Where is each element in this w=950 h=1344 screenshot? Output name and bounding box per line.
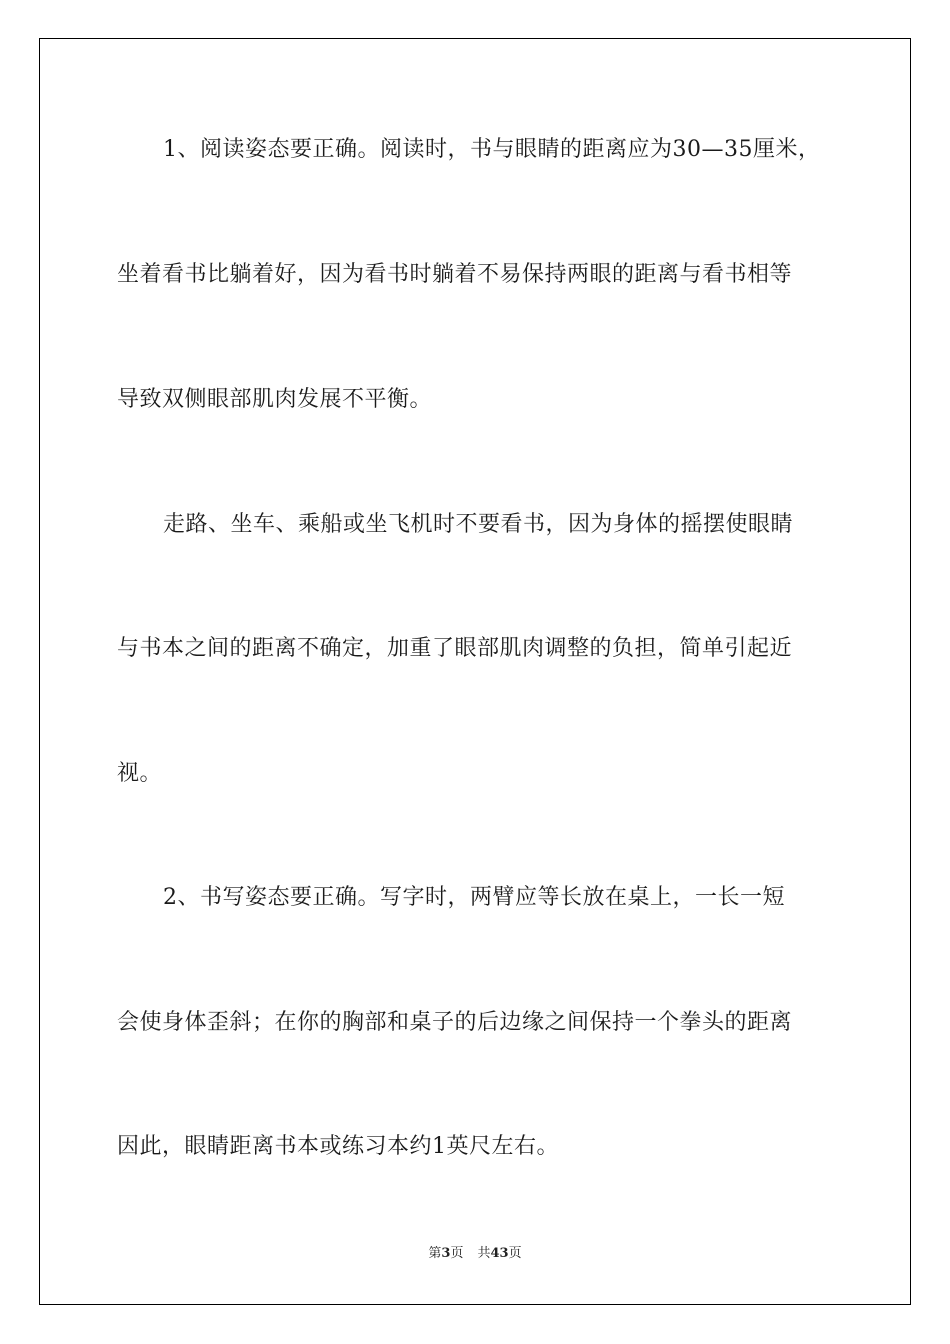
paragraph-2-line-1: 走路、坐车、乘船或坐飞机时不要看书，因为身体的摇摆使眼睛 — [163, 512, 794, 537]
footer-page-unit: 页 — [450, 1246, 464, 1261]
paragraph-2-line-2: 与书本之间的距离不确定，加重了眼部肌肉调整的负担，简单引起近 — [117, 636, 793, 661]
footer-total-prefix: 共 — [477, 1246, 491, 1261]
paragraph-1-line-3: 导致双侧眼部肌肉发展不平衡。 — [117, 387, 433, 412]
footer-page-number: 3 — [441, 1246, 451, 1261]
page-footer — [0, 1246, 950, 1262]
footer-page-prefix: 第 — [428, 1246, 442, 1261]
footer-total-unit: 页 — [508, 1246, 522, 1261]
page-frame — [39, 38, 911, 1305]
paragraph-2-line-3: 视。 — [117, 761, 163, 786]
footer-total-pages: 43 — [490, 1246, 509, 1261]
paragraph-1-line-2: 坐着看书比躺着好，因为看书时躺着不易保持两眼的距离与看书相等 — [117, 262, 793, 287]
paragraph-3-line-3: 因此，眼睛距离书本或练习本约1英尺左右。 — [117, 1134, 559, 1159]
paragraph-3-line-2: 会使身体歪斜；在你的胸部和桌子的后边缘之间保持一个拳头的距离 — [117, 1010, 793, 1035]
paragraph-1-line-1: 1、阅读姿态要正确。阅读时，书与眼睛的距离应为30—35厘米， — [163, 137, 821, 162]
paragraph-3-line-1: 2、书写姿态要正确。写字时，两臂应等长放在桌上，一长一短 — [163, 885, 785, 910]
